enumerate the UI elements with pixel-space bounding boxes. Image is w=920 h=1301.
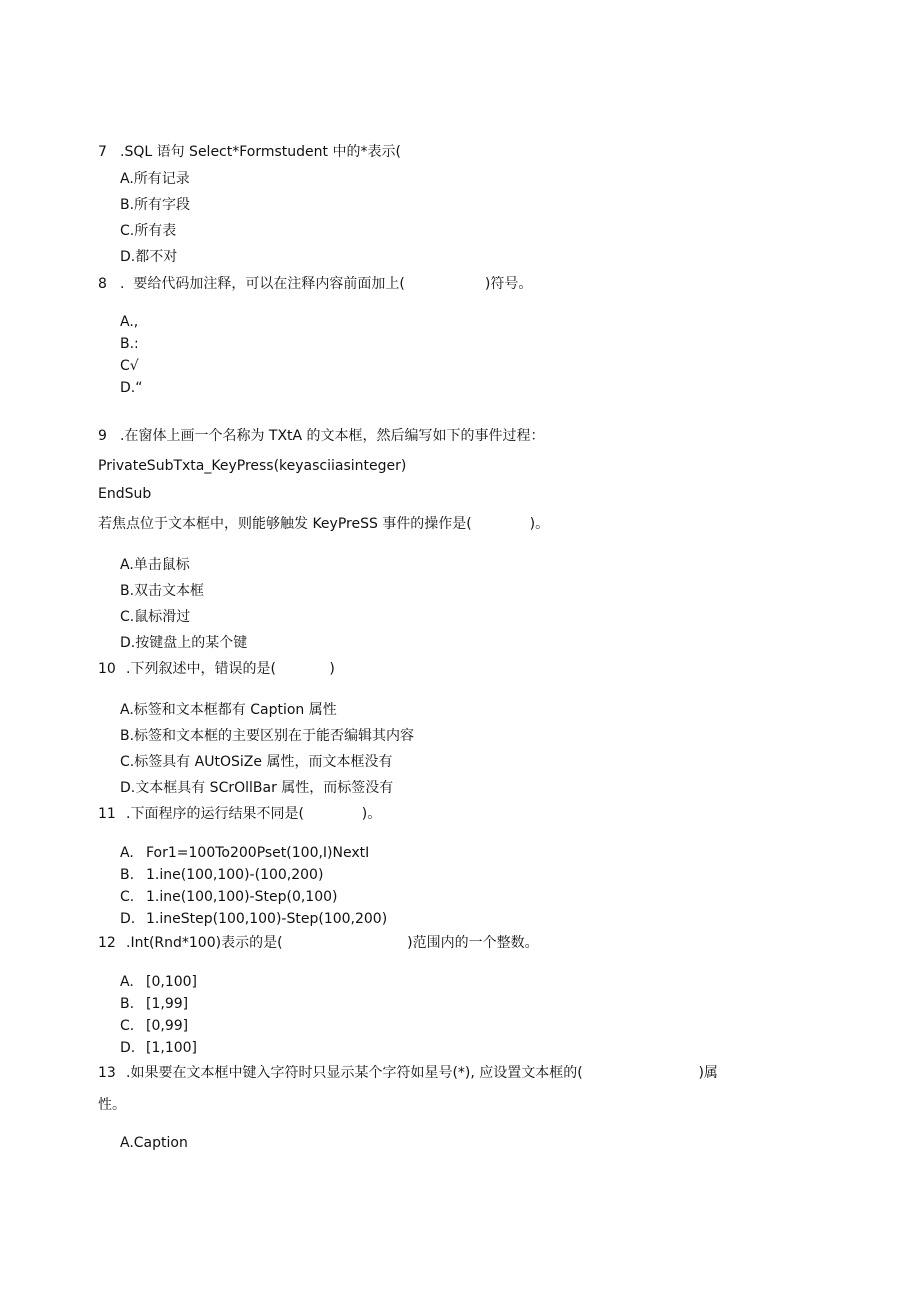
option-text: For1=100To200Pset(100,I)NextI — [146, 845, 370, 861]
question-text: .Int(Rnd*100)表示的是( )范围内的一个整数。 — [126, 935, 539, 951]
question-12 — [98, 934, 539, 952]
question-text-continued: 性。 — [98, 1097, 126, 1113]
option-b: B.双击文本框 — [120, 583, 205, 599]
option-b: B.: — [120, 336, 139, 352]
question-13 — [98, 1064, 718, 1082]
option-b — [120, 995, 188, 1013]
option-d: D.“ — [120, 380, 143, 396]
question-text: .在窗体上画一个名称为 TXtA 的文本框，然后编写如下的事件过程： — [120, 428, 545, 444]
option-label: C. — [120, 889, 135, 905]
option-d: D.按键盘上的某个键 — [120, 635, 248, 651]
option-text: [1,99] — [146, 996, 189, 1012]
option-text: [0,100] — [146, 974, 198, 990]
question-8 — [98, 275, 532, 293]
option-a — [120, 844, 369, 862]
option-b — [120, 866, 323, 884]
option-c — [120, 1017, 188, 1035]
option-c: C√ — [120, 358, 139, 374]
question-number: 9 — [98, 428, 107, 444]
option-a: A., — [120, 314, 139, 330]
option-a: A.标签和文本框都有 Caption 属性 — [120, 702, 337, 718]
question-number: 11 — [98, 806, 116, 822]
option-text: [1,100] — [146, 1040, 198, 1056]
option-a: A.单击鼠标 — [120, 557, 190, 573]
question-text: .下面程序的运行结果不同是( )。 — [126, 806, 382, 822]
code-line-1: PrivateSubTxta_KeyPress(keyasciiasinteger) — [98, 458, 407, 474]
question-10 — [98, 660, 335, 678]
option-label: B. — [120, 996, 135, 1012]
question-11 — [98, 805, 381, 823]
question-text: .下列叙述中，错误的是( ) — [126, 661, 335, 677]
option-label: B. — [120, 867, 135, 883]
question-9 — [98, 427, 545, 445]
question-number: 13 — [98, 1065, 116, 1081]
option-c: C.标签具有 AUtOSiZe 属性，而文本框没有 — [120, 754, 393, 770]
option-text: [0,99] — [146, 1018, 189, 1034]
option-b: B.标签和文本框的主要区别在于能否编辑其内容 — [120, 728, 415, 744]
option-c: C.鼠标滑过 — [120, 609, 191, 625]
option-label: A. — [120, 974, 134, 990]
option-label: D. — [120, 1040, 136, 1056]
option-text: 1.ine(100,100)-Step(0,100) — [146, 889, 338, 905]
question-text: .SQL 语句 Select*Formstudent 中的*表示( — [120, 144, 401, 160]
option-c: C.所有表 — [120, 223, 177, 239]
option-d: D.都不对 — [120, 249, 178, 265]
question-text: . 要给代码加注释，可以在注释内容前面加上( )符号。 — [120, 276, 533, 292]
option-label: C. — [120, 1018, 135, 1034]
question-number: 7 — [98, 144, 107, 160]
option-a — [120, 973, 197, 991]
option-text: 1.ine(100,100)-(100,200) — [146, 867, 324, 883]
option-label: A. — [120, 845, 134, 861]
question-text: .如果要在文本框中键入字符时只显示某个字符如星号(*), 应设置文本框的( )属 — [126, 1065, 718, 1081]
code-line-2: EndSub — [98, 486, 152, 502]
option-b: B.所有字段 — [120, 197, 191, 213]
question-number: 8 — [98, 276, 107, 292]
option-label: D. — [120, 911, 136, 927]
option-d — [120, 1039, 197, 1057]
option-text: 1.ineStep(100,100)-Step(100,200) — [146, 911, 388, 927]
option-d: D.文本框具有 SCrOllBar 属性，而标签没有 — [120, 780, 394, 796]
option-c — [120, 888, 337, 906]
option-a: A.所有记录 — [120, 171, 190, 187]
question-7 — [98, 143, 401, 161]
question-number: 10 — [98, 661, 116, 677]
option-d — [120, 910, 387, 928]
question-prompt: 若焦点位于文本框中，则能够触发 KeyPreSS 事件的操作是( )。 — [98, 516, 550, 532]
question-number: 12 — [98, 935, 116, 951]
option-a: A.Caption — [120, 1135, 188, 1151]
